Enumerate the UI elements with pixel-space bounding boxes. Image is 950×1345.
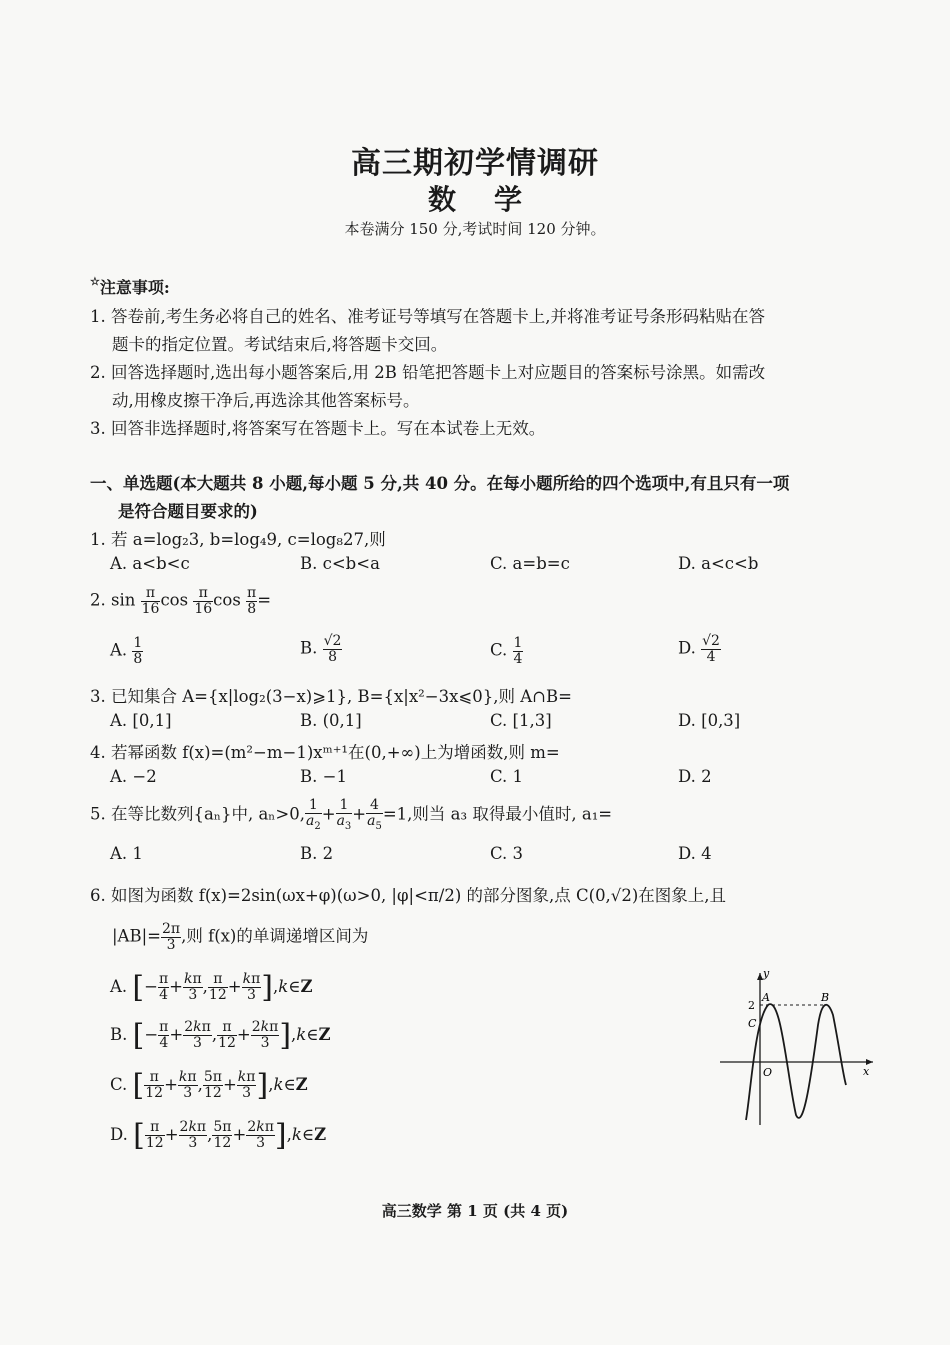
y-label: y — [763, 967, 770, 980]
question-6: 6. 如图为函数 f(x)=2sin(ωx+φ)(ω>0, |φ|<π/2) 的部分图象,点 C(0,√2)在图象上,且 — [90, 886, 726, 905]
tick-2: 2 — [748, 999, 755, 1012]
sine-graph — [715, 965, 880, 1130]
q2-option-d: D. $\frac{√2}{4}$ — [678, 633, 720, 665]
q6-option-b: B. [− $\frac{\pi}{4}$ + $\frac{2k\pi}{3}$ , $\frac{\pi}{12}$ + $\frac{2k\pi}{3}$ ],k∈Z — [110, 1018, 331, 1053]
question-5: 5. 在等比数列{aₙ}中, aₙ>0, $\frac{1}{a_2}$ + $\frac{1}{a_3}$ + $\frac{4}{a_5}$ =1,则当 a₃ 取得最小值时, a₁= — [90, 797, 613, 832]
q5-option-d: D. 4 — [678, 844, 712, 863]
question-3: 3. 已知集合 A={x|log₂(3−x)⩾1}, B={x|x²−3x⩽0},则 A∩B= — [90, 687, 572, 706]
question-6-cont: |AB|= $\frac{2\pi}{3}$ ,则 f(x)的单调递增区间为 — [112, 921, 369, 953]
page-footer: 高三数学 第 1 页 (共 4 页) — [381, 1202, 569, 1220]
notice-item-2-cont: 动,用橡皮擦干净后,再选涂其他答案标号。 — [112, 391, 420, 410]
notice-item-1: 1. 答卷前,考生务必将自己的姓名、准考证号等填写在答题卡上,并将准考证号条形码粘贴在答 — [90, 307, 765, 326]
q2-option-b: B. $\frac{√2}{8}$ — [300, 633, 342, 665]
q1-option-d: D. a<c<b — [678, 554, 759, 573]
q4-option-b: B. −1 — [300, 767, 347, 786]
point-a-label: A — [762, 991, 770, 1004]
x-label: x — [863, 1065, 870, 1078]
exam-info: 本卷满分 150 分,考试时间 120 分钟。 — [344, 220, 606, 238]
q3-option-c: C. [1,3] — [490, 711, 552, 730]
question-2: 2. sin $\frac{\pi}{16}$ cos $\frac{\pi}{16}$ cos $\frac{\pi}{8}$ = — [90, 585, 272, 617]
section-heading: 一、单选题(本大题共 8 小题,每小题 5 分,共 40 分。在每小题所给的四个选项中,有且只有一项 — [90, 474, 790, 493]
section-heading-cont: 是符合题目要求的) — [118, 502, 258, 521]
q1-option-b: B. c<b<a — [300, 554, 380, 573]
notice-item-1-cont: 题卡的指定位置。考试结束后,将答题卡交回。 — [112, 335, 448, 354]
star-icon: ☆ — [90, 275, 100, 288]
q5-option-b: B. 2 — [300, 844, 334, 863]
q1-option-a: A. a<b<c — [110, 554, 190, 573]
origin-label: O — [763, 1066, 773, 1079]
q6-option-a: A. [− $\frac{\pi}{4}$ + $\frac{k\pi}{3}$ , $\frac{\pi}{12}$ + $\frac{k\pi}{3}$ ],k∈Z — [110, 970, 313, 1005]
notice-item-3: 3. 回答非选择题时,将答案写在答题卡上。写在本试卷上无效。 — [90, 419, 546, 438]
q4-option-d: D. 2 — [678, 767, 712, 786]
q1-option-c: C. a=b=c — [490, 554, 570, 573]
q2-option-c: C. $\frac{1}{4}$ — [490, 635, 523, 667]
point-c-label: C — [748, 1017, 757, 1030]
question-1: 1. 若 a=log₂3, b=log₄9, c=log₈27,则 — [90, 530, 386, 549]
q3-option-b: B. (0,1] — [300, 711, 362, 730]
notice-item-2: 2. 回答选择题时,选出每小题答案后,用 2B 铅笔把答题卡上对应题目的答案标号涂黑。如需改 — [90, 363, 766, 382]
q4-option-c: C. 1 — [490, 767, 524, 786]
q2-option-a: A. $\frac{1}{8}$ — [110, 635, 143, 667]
subject-title: 数学 — [427, 183, 560, 216]
q3-option-d: D. [0,3] — [678, 711, 741, 730]
point-b-label: B — [821, 991, 830, 1004]
q4-option-a: A. −2 — [110, 767, 157, 786]
q6-option-d: D. [ $\frac{\pi}{12}$ + $\frac{2k\pi}{3}$ , $\frac{5\pi}{12}$ + $\frac{2k\pi}{3}$ ],k∈Z — [110, 1118, 327, 1153]
q3-option-a: A. [0,1] — [110, 711, 172, 730]
q5-option-a: A. 1 — [110, 844, 143, 863]
notice-heading: ☆注意事项: — [90, 275, 170, 297]
question-4: 4. 若幂函数 f(x)=(m²−m−1)xᵐ⁺¹在(0,+∞)上为增函数,则 m= — [90, 743, 560, 762]
q6-option-c: C. [ $\frac{\pi}{12}$ + $\frac{k\pi}{3}$ , $\frac{5\pi}{12}$ + $\frac{k\pi}{3}$ ],k∈Z — [110, 1068, 308, 1103]
q5-option-c: C. 3 — [490, 844, 524, 863]
page-title: 高三期初学情调研 — [351, 146, 599, 181]
